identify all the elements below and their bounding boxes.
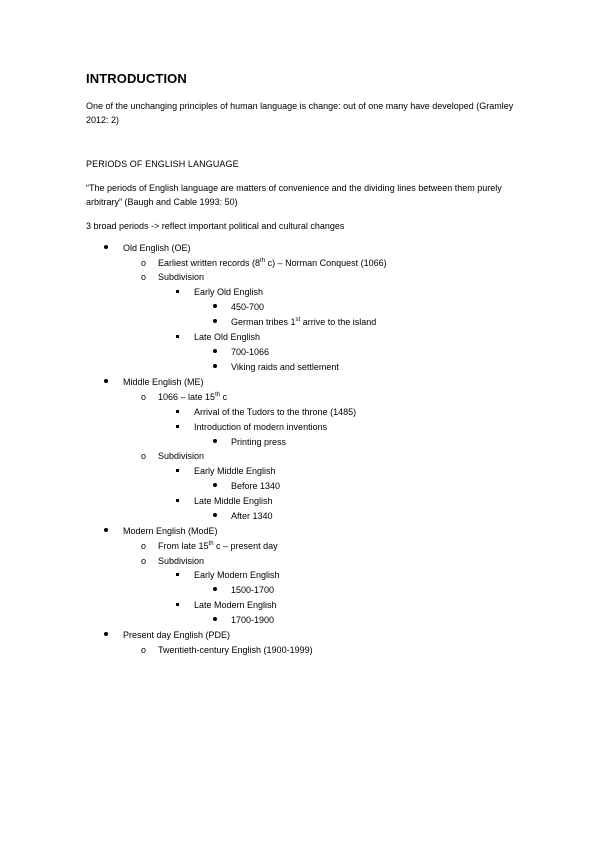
- square-bullet-icon: [176, 603, 179, 606]
- square-bullet-icon: [176, 425, 179, 428]
- square-bullet-icon: [176, 335, 179, 338]
- circle-bullet-icon: o: [141, 541, 147, 551]
- circle-bullet-icon: o: [141, 258, 147, 268]
- circle-bullet-icon: o: [141, 645, 147, 655]
- circle-bullet-icon: o: [141, 392, 147, 402]
- bullet-icon: [213, 439, 217, 443]
- page-heading: INTRODUCTION: [86, 71, 187, 86]
- intro-paragraph: One of the unchanging principles of human language is change: out of one many have developed (Gramley 2012: 2): [86, 101, 514, 125]
- circle-bullet-icon: o: [141, 272, 147, 282]
- square-bullet-icon: [176, 573, 179, 576]
- bullet-icon: [213, 304, 217, 308]
- bullet-icon: [213, 617, 217, 621]
- bullet-icon: [213, 483, 217, 487]
- square-bullet-icon: [176, 290, 179, 293]
- bullet-icon: [104, 632, 108, 636]
- square-bullet-icon: [176, 410, 179, 413]
- broad-periods-paragraph: 3 broad periods -> reflect important political and cultural changes: [86, 221, 345, 231]
- section-title: PERIODS OF ENGLISH LANGUAGE: [86, 159, 239, 169]
- bullet-icon: [104, 245, 108, 249]
- bullet-icon: [104, 528, 108, 532]
- quote-paragraph: “The periods of English language are matters of convenience and the dividing lines between them purely arbitrary” (Baugh and Cable 1993: 50): [86, 183, 502, 207]
- bullet-icon: [213, 349, 217, 353]
- bullet-icon: [213, 319, 217, 323]
- circle-bullet-icon: o: [141, 556, 147, 566]
- bullet-icon: [104, 379, 108, 383]
- circle-bullet-icon: o: [141, 451, 147, 461]
- periods-outline: Old English (OE) o Earliest written records (8th c) – Norman Conquest (1066) o Subdivision Early Old English 450-700 German tribes 1st arrive to the island Late Old English 700-1066 Viking raids and settlement Middle English (ME) o 1066 – late 15th c Arrival of the Tudors to the throne (1485) Introduction of modern inventions Printing press o Subdivision Early Middle English Before 1340 Late Middle English After 1340 Modern English (ModE) o From late 15th c – present day o Subdivision Early Modern English 1500-1700 Late Modern English 1700-1900 Present day English (PDE) o Twentieth-century English (1900-1999): [0, 0, 600, 848]
- square-bullet-icon: [176, 469, 179, 472]
- bullet-icon: [213, 364, 217, 368]
- square-bullet-icon: [176, 499, 179, 502]
- bullet-icon: [213, 513, 217, 517]
- bullet-icon: [213, 587, 217, 591]
